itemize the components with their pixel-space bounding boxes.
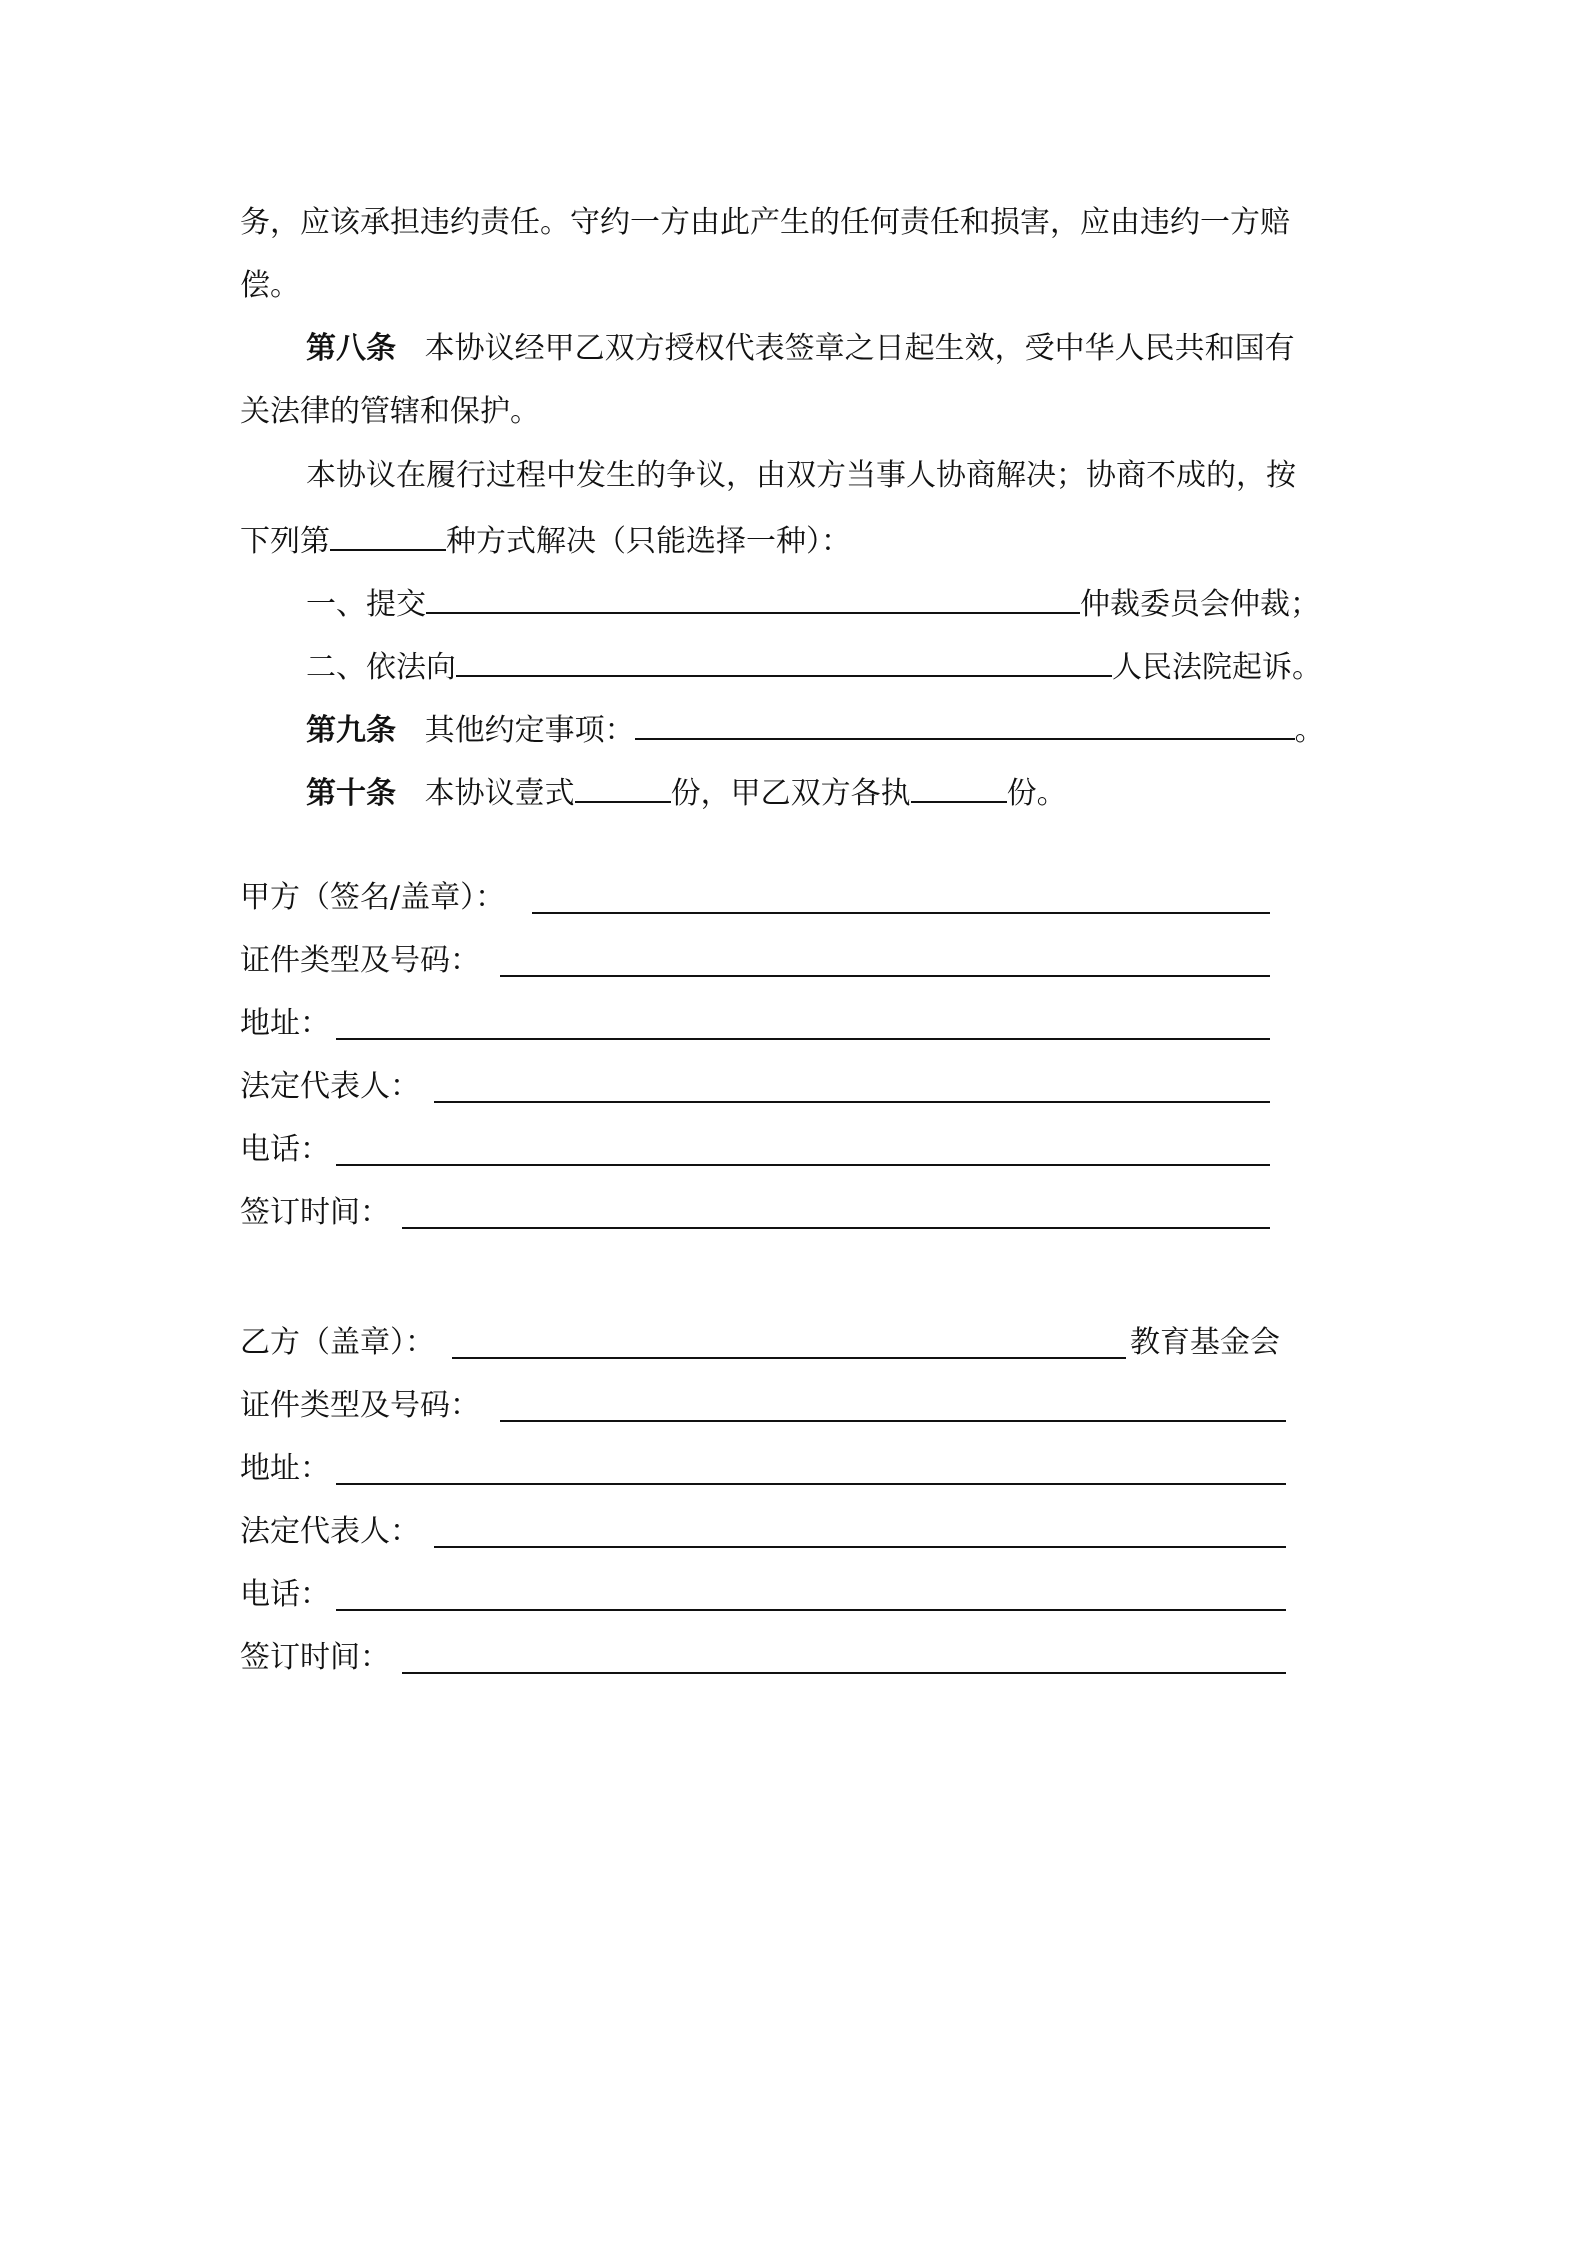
party-a-address-row [240,1004,1270,1044]
option1-suffix: 仲裁委员会仲裁； [1080,587,1320,622]
party-a-id-field[interactable] [500,975,1270,977]
clause7-line2: 偿。 [240,268,300,303]
clause10-paragraph [306,771,1067,814]
party-a-phone-row [240,1130,1270,1170]
party-a-date-field[interactable] [402,1227,1270,1229]
clause7-line1: 务，应该承担违约责任。守约一方由此产生的任何责任和损害，应由违约一方赔 [240,205,1290,240]
party-b-rep-field[interactable] [434,1546,1286,1548]
option2-line [306,645,1322,688]
party-b-rep-label: 法定代表人： [240,1514,420,1549]
party-a-sign-row [240,878,1270,918]
party-a-sign-field[interactable] [532,912,1270,914]
party-a-address-label: 地址： [240,1006,330,1041]
party-b-date-field[interactable] [402,1672,1286,1674]
party-b-id-row [240,1386,1286,1426]
party-b-address-label: 地址： [240,1451,330,1486]
clause10-title: 第十条 [306,776,396,811]
clause8-line1: 本协议经甲乙双方授权代表签章之日起生效，受中华人民共和国有 [424,331,1295,366]
method-number-blank[interactable] [330,519,446,551]
party-b-sign-suffix: 教育基金会 [1130,1325,1280,1360]
party-a-sign-label: 甲方（签名/盖章）： [240,880,506,915]
party-a-phone-field[interactable] [336,1164,1270,1166]
party-a-date-row [240,1193,1270,1233]
party-b-rep-row [240,1512,1286,1552]
party-b-sign-label: 乙方（盖章）： [240,1325,435,1360]
party-b-date-label: 签订时间： [240,1640,390,1675]
party-a-id-label: 证件类型及号码： [240,943,480,978]
clause9-paragraph [306,708,1325,751]
clause10-text-a: 本协议壹式 [424,776,575,811]
clause9-end: 。 [1294,713,1325,748]
party-a-id-row [240,941,1270,981]
party-b-sign-row [240,1323,1286,1363]
party-a-rep-label: 法定代表人： [240,1069,420,1104]
clause8-paragraph [306,329,1295,369]
clause8-line2: 关法律的管辖和保护。 [240,394,540,429]
party-b-id-field[interactable] [500,1420,1286,1422]
dispute-line1: 本协议在履行过程中发生的争议，由双方当事人协商解决；协商不成的，按 [306,458,1296,493]
court-blank[interactable] [456,645,1112,677]
party-a-date-label: 签订时间： [240,1195,390,1230]
party-b-phone-label: 电话： [240,1577,330,1612]
copies-total-blank[interactable] [575,771,671,803]
clause8-title: 第八条 [306,331,396,366]
dispute-line2 [240,519,851,562]
clause10-text-c: 份。 [1006,776,1067,811]
party-b-sign-field[interactable] [452,1357,1126,1359]
party-b-phone-row [240,1575,1286,1615]
party-a-rep-field[interactable] [434,1101,1270,1103]
party-a-phone-label: 电话： [240,1132,330,1167]
party-b-id-label: 证件类型及号码： [240,1388,480,1423]
copies-each-blank[interactable] [911,771,1007,803]
party-a-rep-row [240,1067,1270,1107]
party-b-phone-field[interactable] [336,1609,1286,1611]
party-b-address-field[interactable] [336,1483,1286,1485]
clause9-text: 其他约定事项： [424,713,635,748]
option1-prefix: 一、提交 [306,587,426,622]
dispute-line2-b: 种方式解决（只能选择一种）： [446,524,851,559]
dispute-line2-a: 下列第 [240,524,330,559]
arbitration-commission-blank[interactable] [426,582,1080,614]
clause10-text-b: 份，甲乙双方各执 [670,776,911,811]
option2-prefix: 二、依法向 [306,650,456,685]
party-b-address-row [240,1449,1286,1489]
option2-suffix: 人民法院起诉。 [1112,650,1322,685]
clause9-title: 第九条 [306,713,396,748]
other-matters-blank[interactable] [635,708,1295,740]
party-b-date-row [240,1638,1286,1678]
party-a-address-field[interactable] [336,1038,1270,1040]
option1-line [306,582,1320,625]
